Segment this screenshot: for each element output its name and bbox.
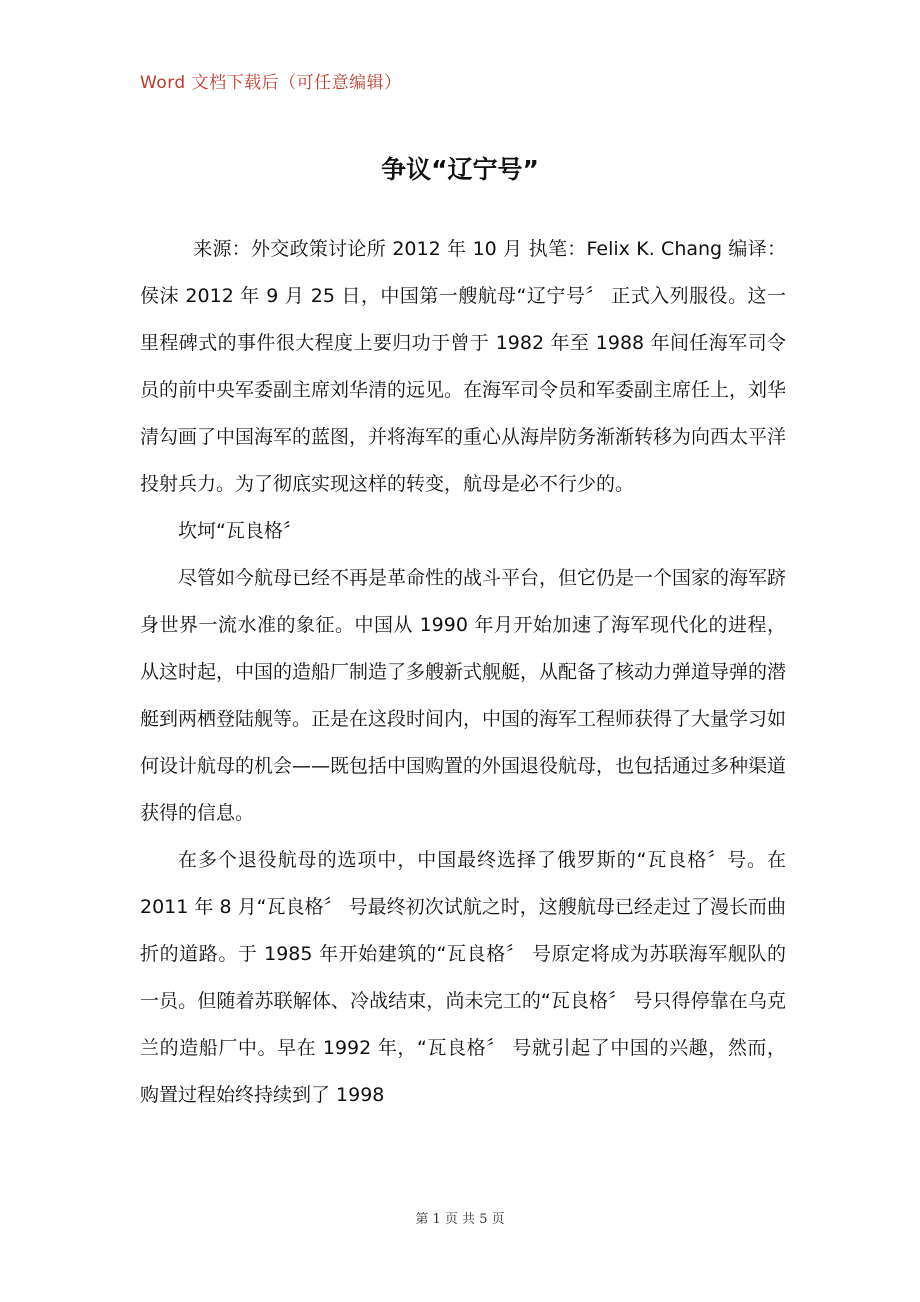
paragraph-intro: 来源：外交政策讨论所 2012 年 10 月 执笔：Felix K. Chang 编译：侯沫 2012 年 9 月 25 日，中国第一艘航母“辽宁号〞 正式入列服役。这一里程碑式的事件很大程度上要归功于曾于 1982 年至 1988 年间任海军司令员的前中央军委副主席刘华清的远见。在海军司令员和军委副主席任上，刘华清勾画了中国海军的蓝图，并将海军的重心从海岸防务渐渐转移为向西太平洋投射兵力。为了彻底实现这样的转变，航母是必不行少的。 (140, 238, 787, 495)
document-title: 争议“辽宁号” (381, 155, 539, 184)
header-note: Word 文档下载后（可任意编辑） (140, 73, 402, 93)
page-number: 第 1 页 共 5 页 (415, 1212, 505, 1227)
document-body (140, 226, 786, 1119)
paragraph: 尽管如今航母已经不再是革命性的战斗平台，但它仍是一个国家的海军跻身世界一流水准的象征。中国从 1990 年月开始加速了海军现代化的进程，从这时起，中国的造船厂制造了多艘新式舰艇，从配备了核动力弹道导弹的潜艇到两栖登陆舰等。正是在这段时间内，中国的海军工程师获得了大量学习如何设计航母的机会——既包括中国购置的外国退役航母，也包括通过多种渠道获得的信息。 (140, 567, 787, 824)
paragraph: 在多个退役航母的选项中，中国最终选择了俄罗斯的“瓦良格〞号。在 2011 年 8 月“瓦良格〞 号最终初次试航之时，这艘航母已经走过了漫长而曲折的道路。于 1985 年开始建筑的“瓦良格〞 号原定将成为苏联海军舰队的一员。但随着苏联解体、冷战结束，尚未完工的“瓦良格〞 号只得停靠在乌克兰的造船厂中。早在 1992 年，“瓦良格〞 号就引起了中国的兴趣，然而，购置过程始终持续到了 1998 (140, 849, 786, 1106)
section-heading: 坎坷“瓦良格〞 (178, 520, 302, 542)
